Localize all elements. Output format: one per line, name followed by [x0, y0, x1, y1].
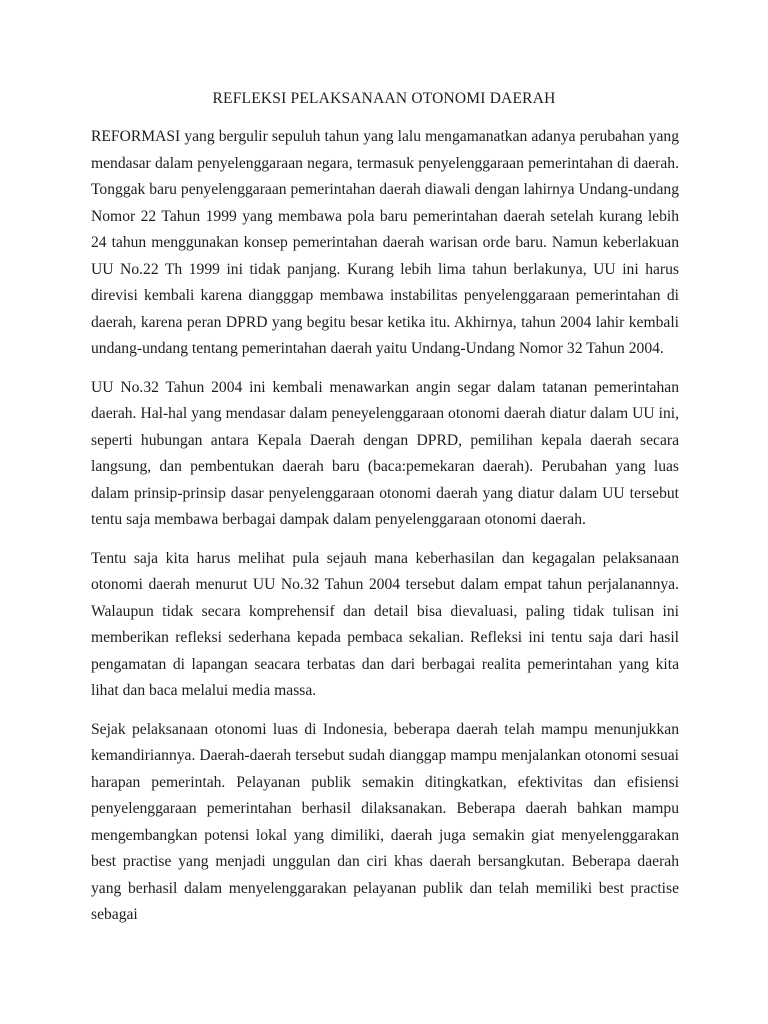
- paragraph-2: UU No.32 Tahun 2004 ini kembali menawarkan angin segar dalam tatanan pemerintahan daerah. Hal-hal yang mendasar dalam peneyelenggaraan otonomi daerah diatur dalam UU ini, seperti hubungan antara Kepala Daerah dengan DPRD, pemilihan kepala daerah secara langsung, dan pembentukan daerah baru (baca:pemekaran daerah). Perubahan yang luas dalam prinsip-prinsip dasar penyelenggaraan otonomi daerah yang diatur dalam UU tersebut tentu saja membawa berbagai dampak dalam penyelenggaraan otonomi daerah.: [91, 378, 679, 528]
- document-title: REFLEKSI PELAKSANAAN OTONOMI DAERAH: [212, 90, 556, 107]
- document-body: [91, 124, 679, 941]
- paragraph-3: Tentu saja kita harus melihat pula sejauh mana keberhasilan dan kegagalan pelaksanaan otonomi daerah menurut UU No.32 Tahun 2004 tersebut dalam empat tahun perjalanannya. Walaupun tidak secara komprehensif dan detail bisa dievaluasi, paling tidak tulisan ini memberikan refleksi sederhana kepada pembaca sekalian. Refleksi ini tentu saja dari hasil pengamatan di lapangan seacara terbatas dan dari berbagai realita pemerintahan yang kita lihat dan baca melalui media massa.: [91, 549, 679, 699]
- paragraph-4: Sejak pelaksanaan otonomi luas di Indonesia, beberapa daerah telah mampu menunjukkan kemandiriannya. Daerah-daerah tersebut sudah dianggap mampu menjalankan otonomi sesuai harapan pemerintah. Pelayanan publik semakin ditingkatkan, efektivitas dan efisiensi penyelenggaraan pemerintahan berhasil dilaksanakan. Beberapa daerah bahkan mampu mengembangkan potensi lokal yang dimiliki, daerah juga semakin giat menyelenggarakan best practise yang menjadi unggulan dan ciri khas daerah bersangkutan. Beberapa daerah yang berhasil dalam menyelenggarakan pelayanan publik dan telah memiliki best practise sebagai: [91, 720, 679, 923]
- paragraph-1: REFORMASI yang bergulir sepuluh tahun yang lalu mengamanatkan adanya perubahan yang mendasar dalam penyelenggaraan negara, termasuk penyelenggaraan pemerintahan di daerah. Tonggak baru penyelenggaraan pemerintahan daerah diawali dengan lahirnya Undang-undang Nomor 22 Tahun 1999 yang membawa pola baru pemerintahan daerah setelah kurang lebih 24 tahun menggunakan konsep pemerintahan daerah warisan orde baru. Namun keberlakuan UU No.22 Th 1999 ini tidak panjang. Kurang lebih lima tahun berlakunya, UU ini harus direvisi kembali karena diangggap membawa instabilitas penyelenggaraan pemerintahan di daerah, karena peran DPRD yang begitu besar ketika itu. Akhirnya, tahun 2004 lahir kembali undang-undang tentang pemerintahan daerah yaitu Undang-Undang Nomor 32 Tahun 2004.: [91, 128, 679, 357]
